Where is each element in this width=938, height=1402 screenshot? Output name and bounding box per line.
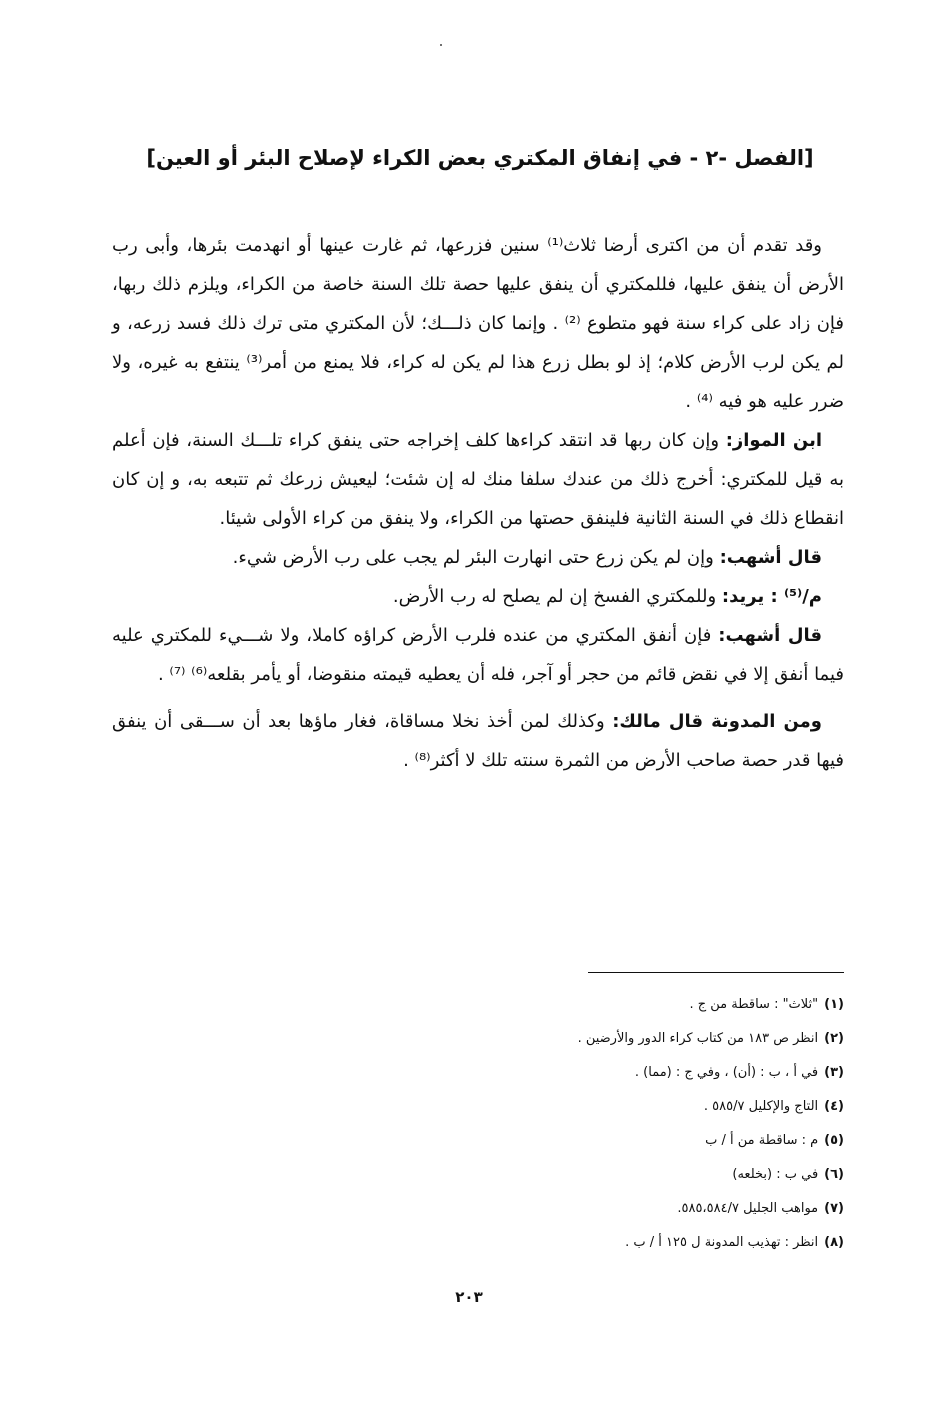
paragraph-text: وإن لم يكن زرع حتى انهارت البئر لم يجب على رب الأرض شيء.: [232, 547, 720, 568]
footnote-number: (٢): [824, 1031, 844, 1046]
paragraph: [112, 226, 844, 421]
footnote: [320, 1192, 844, 1226]
paragraph-text: وإن كان ربها قد انتقد كراءها كلف إخراجه حتى ينفق كراء تلـــك السنة، فإن أعلم به قيل للمكتري: أخرج ذلك من عندك سلفا منك له إن شئت؛ ليعيش زرعك ثم تتبعه به، و إن كان انقطاع ذلك في السنة الثانية فلينفق حصتها من الكراء، ولا ينفق من كراء الأولى شيئا.: [112, 430, 844, 529]
footnote-text: "ثلاث" : ساقطة من ج .: [689, 997, 819, 1012]
footnote: [320, 1124, 844, 1158]
scan-speck: [440, 44, 442, 46]
paragraph-text: وللمكتري الفسخ إن لم يصلح له رب الأرض.: [392, 586, 722, 607]
paragraph: [112, 421, 844, 538]
footnote: [320, 1090, 844, 1124]
footnote-text: في ب : (بخلعه): [732, 1167, 819, 1182]
paragraph-text: وقد تقدم أن من اكترى أرضا ثلاث⁽¹⁾ سنين فزرعها، ثم غارت عينها أو انهدمت بئرها، وأبى رب الأرض أن ينفق عليها، فللمكتري أن ينفق عليها حصة تلك السنة خاصة من الكراء، ويلزم ذلك ربها، فإن زاد على كراء سنة فهو متطوع ⁽²⁾ . وإنما كان ذلـــك؛ لأن المكتري متى ترك ذلك فسد زرعه، و لم يكن لرب الأرض كلام؛ إذ لو بطل زرع هذا لم يكن له كراء، فلا يمنع من أمر⁽³⁾ ينتفع به غيره، ولا ضرر عليه هو فيه ⁽⁴⁾ .: [112, 235, 845, 412]
paragraph: [112, 538, 844, 577]
page-number: ٢٠٣: [455, 1288, 483, 1306]
footnote-number: (٦): [824, 1167, 844, 1182]
footnote-text: انظر ص ١٨٣ من كتاب كراء الدور والأرضين .: [577, 1031, 819, 1046]
body-text: [112, 226, 844, 780]
paragraph-lead: م/⁽⁵⁾ : يريد:: [721, 586, 822, 607]
footnote-number: (١): [824, 997, 844, 1012]
paragraph-lead: قال أشهب:: [718, 625, 822, 646]
footnote: [320, 1158, 844, 1192]
footnote-text: التاج والإكليل ٥٨٥/٧ .: [703, 1099, 819, 1114]
footnote-number: (٥): [824, 1133, 844, 1148]
footnote: [320, 1056, 844, 1090]
footnote-number: (٨): [824, 1235, 844, 1250]
footnote-number: (٤): [824, 1099, 844, 1114]
footnote-separator: [588, 972, 844, 973]
footnote: [320, 1022, 844, 1056]
paragraph-text: فإن أنفق المكتري من عنده فلرب الأرض كراؤه كاملا، ولا شـــيء للمكتري عليه فيما أنفق إلا في نقض قائم من حجر أو آجر، فله أن يعطيه قيمته منقوضا، أو يأمر بقلعه⁽⁶⁾ ⁽⁷⁾ .: [112, 625, 844, 685]
footnote-text: انظر : تهذيب المدونة ل ١٢٥ أ / ب .: [625, 1235, 819, 1250]
footnote-text: م : ساقطة من أ / ب: [705, 1133, 819, 1148]
paragraph-lead: قال أشهب:: [719, 547, 822, 568]
footnote-number: (٧): [824, 1201, 844, 1216]
paragraph-lead: ابن المواز:: [725, 430, 823, 451]
paragraph: [112, 577, 844, 616]
paragraph: [112, 616, 844, 694]
footnote-text: مواهب الجليل ٥٨٥،٥٨٤/٧.: [677, 1201, 819, 1216]
footnote: [320, 988, 844, 1022]
footnote: [320, 1226, 844, 1260]
footnotes: [320, 988, 844, 1260]
paragraph: [112, 702, 844, 780]
section-title: [الفصل -٢ - في إنفاق المكتري بعض الكراء لإصلاح البئر أو العين]: [146, 146, 814, 170]
footnote-number: (٣): [824, 1065, 844, 1080]
footnote-text: في أ ، ب : (أن) ، وفي ج : (مما) .: [634, 1065, 819, 1080]
paragraph-text: وكذلك لمن أخذ نخلا مساقاة، فغار ماؤها بعد أن ســـقى أن ينفق فيها قدر حصة صاحب الأرض من الثمرة سنته تلك لا أكثر⁽⁸⁾ .: [112, 711, 844, 771]
paragraph-lead: ومن المدونة قال مالك:: [612, 711, 822, 732]
